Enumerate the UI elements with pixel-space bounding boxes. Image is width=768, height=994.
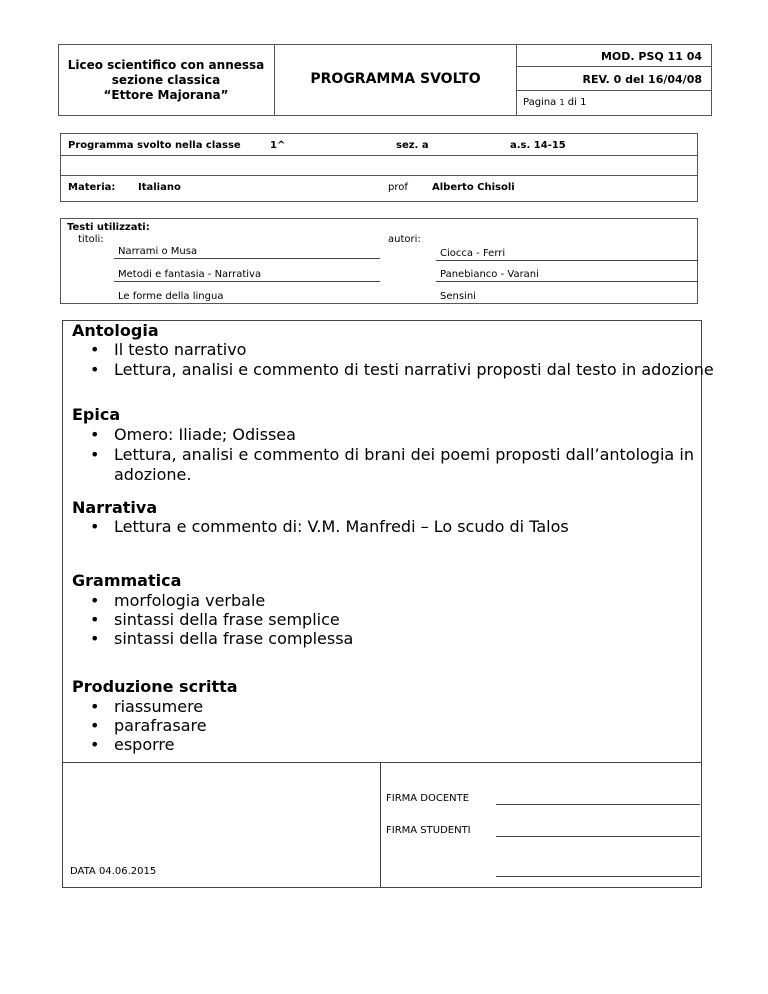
- list-item: Lettura, analisi e commento di testi narrativi proposti dal testo in adozione: [114, 360, 714, 379]
- firma-studenti-label: FIRMA STUDENTI: [386, 825, 471, 836]
- bullet: •: [90, 716, 100, 735]
- bullet: •: [90, 591, 100, 610]
- autori-label: autori:: [388, 234, 421, 245]
- list-item: riassumere: [114, 697, 204, 716]
- materia-value: Italiano: [138, 182, 181, 193]
- anno-scolastico: a.s. 14-15: [510, 140, 566, 151]
- section-title-narrativa: Narrativa: [72, 498, 158, 517]
- list-item: Il testo narrativo: [114, 340, 247, 359]
- autore-2-underline: [436, 281, 698, 282]
- section-title-produzione-scritta: Produzione scritta: [72, 677, 238, 696]
- list-item: morfologia verbale: [114, 591, 266, 610]
- list-item-continuation: adozione.: [114, 465, 192, 484]
- sezione: sez. a: [396, 140, 429, 151]
- revision: REV. 0 del 16/04/08: [582, 73, 702, 86]
- info-row-divider-2: [60, 175, 698, 176]
- list-item: sintassi della frase complessa: [114, 629, 354, 648]
- school-name-line1: Liceo scientifico con annessa: [67, 58, 265, 72]
- document-title: PROGRAMMA SVOLTO: [310, 71, 481, 87]
- info-row-divider-1: [60, 155, 698, 156]
- prof-label: prof: [388, 182, 408, 193]
- document-date: DATA 04.06.2015: [70, 866, 157, 877]
- bullet: •: [90, 629, 100, 648]
- autore-3: Sensini: [440, 291, 476, 302]
- footer-vertical-divider: [380, 762, 381, 888]
- list-item: esporre: [114, 735, 175, 754]
- titolo-2-underline: [114, 281, 380, 282]
- testi-label: Testi utilizzati:: [67, 222, 150, 233]
- titolo-1: Narrami o Musa: [118, 246, 198, 257]
- school-name-line2: sezione classica: [111, 73, 221, 87]
- autore-1: Ciocca - Ferri: [440, 248, 506, 259]
- list-item: Lettura e commento di: V.M. Manfredi – Lo scudo di Talos: [114, 517, 569, 536]
- page-num: 1: [559, 98, 565, 107]
- firma-docente-line[interactable]: [496, 804, 700, 805]
- materia-label: Materia:: [68, 182, 116, 193]
- firma-docente-label: FIRMA DOCENTE: [386, 793, 470, 804]
- module-code: MOD. PSQ 11 04: [600, 50, 702, 63]
- prof-value: Alberto Chisoli: [432, 182, 515, 193]
- page-number: [523, 97, 586, 108]
- bullet: •: [90, 360, 100, 379]
- bullet: •: [90, 517, 100, 536]
- section-title-grammatica: Grammatica: [72, 571, 182, 590]
- firma-studenti-line[interactable]: [496, 836, 700, 837]
- bullet: •: [90, 445, 100, 464]
- list-item: Lettura, analisi e commento di brani dei poemi proposti dall’antologia in: [114, 445, 694, 464]
- section-title-antologia: Antologia: [72, 321, 159, 340]
- bullet: •: [90, 340, 100, 359]
- titolo-3: Le forme della lingua: [118, 291, 224, 302]
- school-name-line3: “Ettore Majorana”: [103, 88, 229, 102]
- list-item: parafrasare: [114, 716, 207, 735]
- bullet: •: [90, 735, 100, 754]
- bullet: •: [90, 425, 100, 444]
- titolo-1-underline: [114, 258, 380, 259]
- bullet: •: [90, 697, 100, 716]
- page-suffix: di 1: [567, 97, 587, 108]
- autore-2: Panebianco - Varani: [440, 269, 539, 280]
- classe-value: 1^: [270, 140, 286, 151]
- list-item: Omero: Iliade; Odissea: [114, 425, 296, 444]
- autore-1-underline: [436, 260, 698, 261]
- page-prefix: Pagina: [523, 97, 557, 108]
- bullet: •: [90, 610, 100, 629]
- footer-divider: [62, 762, 702, 763]
- titolo-2: Metodi e fantasia - Narrativa: [118, 269, 262, 280]
- list-item: sintassi della frase semplice: [114, 610, 340, 629]
- header-divider-h1: [516, 66, 712, 67]
- classe-label: Programma svolto nella classe: [68, 140, 241, 151]
- firma-studenti-line-2[interactable]: [496, 876, 700, 877]
- titoli-label: titoli:: [78, 234, 104, 245]
- section-title-epica: Epica: [72, 405, 121, 424]
- header-divider-h2: [516, 90, 712, 91]
- school-name: [58, 58, 274, 103]
